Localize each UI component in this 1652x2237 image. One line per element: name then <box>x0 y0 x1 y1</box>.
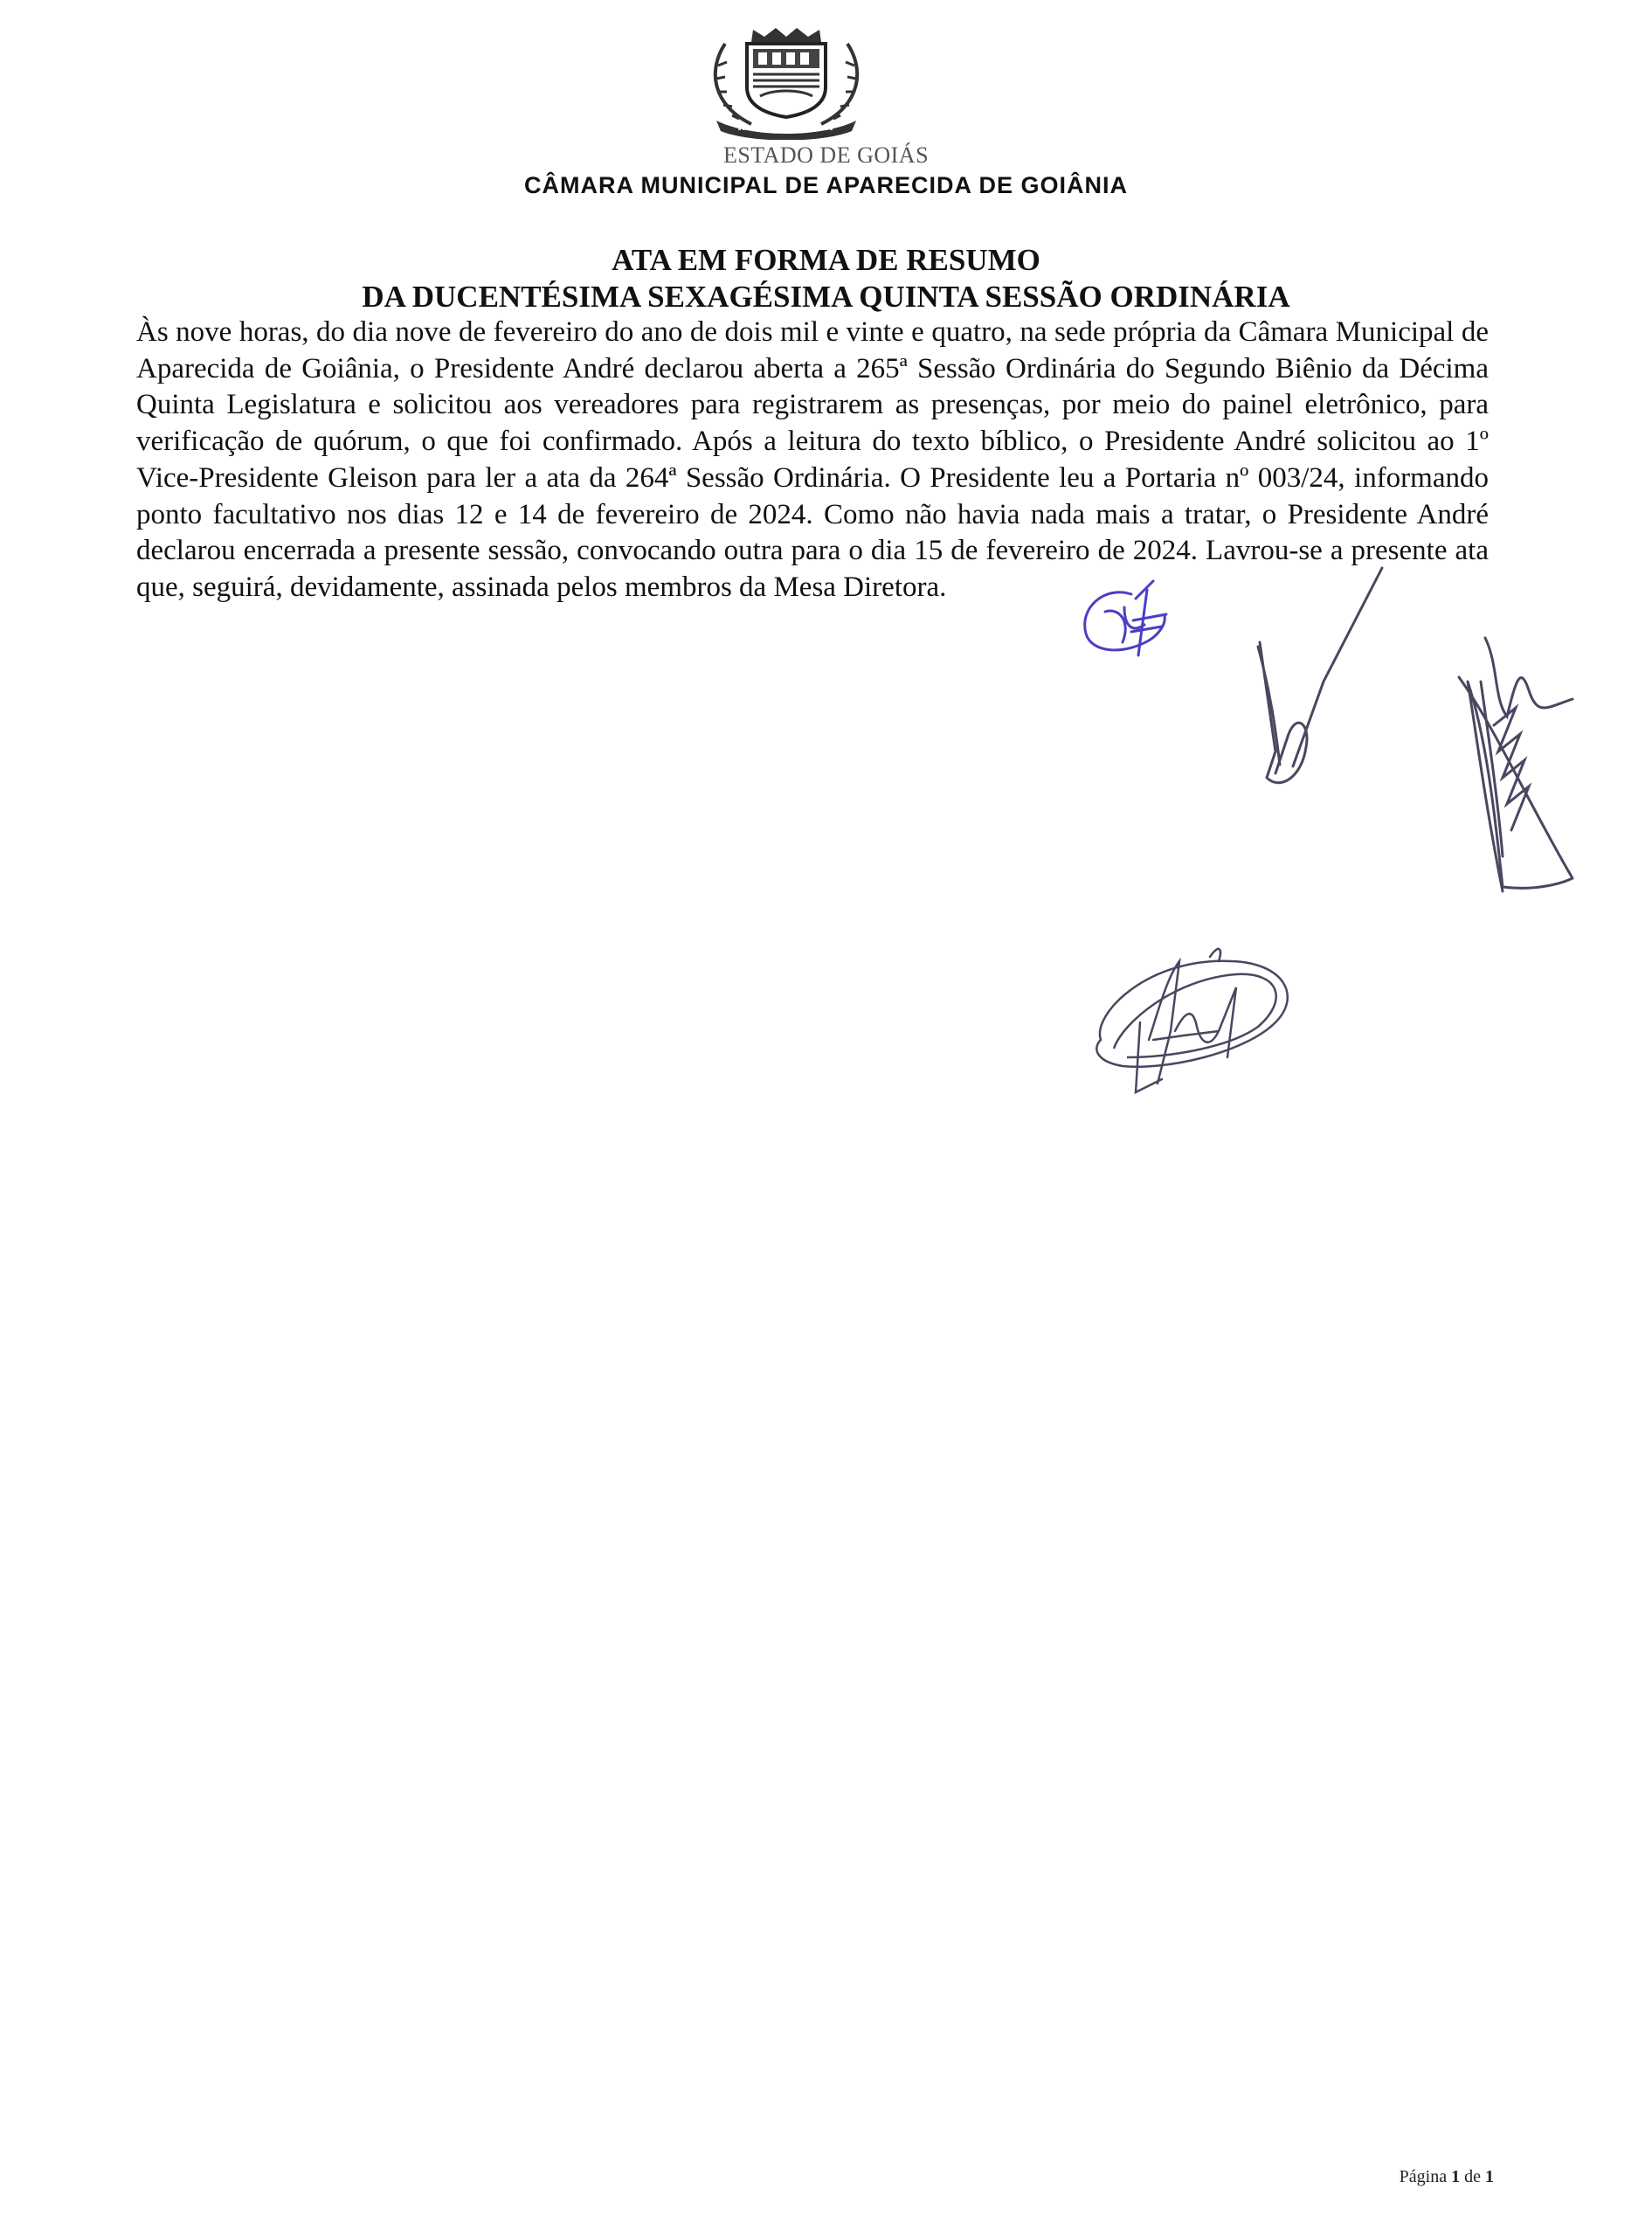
minutes-body-paragraph: Às nove horas, do dia nove de fevereiro do ano de dois mil e vinte e quatro, na sede própria da Câmara Municipal de Aparecida de Goiânia, o Presidente André declarou aberta a 265ª Sessão Ordinária do Segundo Biênio da Décima Quinta Legislatura e solicitou aos vereadores para registrarem as presenças, por meio do painel eletrônico, para verificação de quórum, o que foi confirmado. Após a leitura do texto bíblico, o Presidente André solicitou ao 1º Vice-Presidente Gleison para ler a ata da 264ª Sessão Ordinária. O Presidente leu a Portaria nº 003/24, informando ponto facultativo nos dias 12 e 14 de fevereiro de 2024. Como não havia nada mais a tratar, o Presidente André declarou encerrada a presente sessão, convocando outra para o dia 15 de fevereiro de 2024. Lavrou-se a presente ata que, seguirá, devidamente, assinada pelos membros da Mesa Diretora. <box>136 316 1489 603</box>
page-total: 1 <box>1485 2167 1494 2186</box>
page-of: de <box>1464 2167 1481 2186</box>
initials-signature <box>1070 572 1192 664</box>
document-title-line-2: DA DUCENTÉSIMA SEXAGÉSIMA QUINTA SESSÃO ORDINÁRIA <box>362 280 1290 314</box>
page-number <box>1372 2167 1494 2187</box>
page-current: 1 <box>1451 2167 1461 2186</box>
document-title-line-1: ATA EM FORMA DE RESUMO <box>612 243 1040 277</box>
page-label: Página <box>1399 2167 1448 2186</box>
signature-3 <box>1088 926 1306 1114</box>
municipal-crest-emblem <box>699 26 874 140</box>
signature-1 <box>1241 564 1389 826</box>
signature-2 <box>1433 629 1581 909</box>
institution-name: CÂMARA MUNICIPAL DE APARECIDA DE GOIÂNIA <box>523 172 1128 198</box>
state-name: ESTADO DE GOIÁS <box>722 142 930 168</box>
